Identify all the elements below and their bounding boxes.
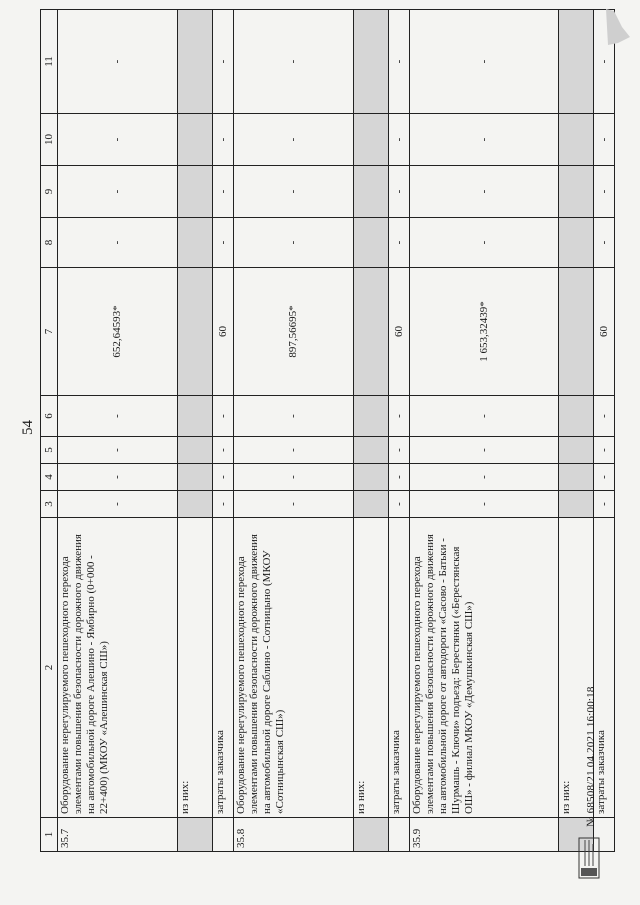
value-cell [178, 268, 213, 396]
value-cell: - [410, 166, 559, 218]
value-cell: - [58, 114, 178, 166]
row-number [354, 818, 389, 852]
value-cell: - [234, 464, 354, 491]
value-cell: - [234, 491, 354, 518]
value-cell: - [58, 166, 178, 218]
row-number [213, 818, 234, 852]
value-cell: - [389, 437, 410, 464]
value-cell: 60 [389, 268, 410, 396]
table-row-sub [213, 10, 234, 852]
value-cell: - [594, 491, 615, 518]
row-number: 35.7 [58, 818, 178, 852]
value-cell: - [234, 114, 354, 166]
value-cell [558, 437, 593, 464]
value-cell: - [389, 10, 410, 114]
value-cell [558, 464, 593, 491]
registry-stamp-icon [578, 837, 600, 879]
value-cell: - [213, 396, 234, 437]
row-description: из них: [354, 518, 389, 818]
value-cell: - [594, 437, 615, 464]
value-cell: - [58, 437, 178, 464]
value-cell: - [58, 396, 178, 437]
value-cell [178, 491, 213, 518]
table-row-item [234, 10, 354, 852]
value-cell: - [213, 464, 234, 491]
value-cell: - [410, 396, 559, 437]
value-cell [354, 218, 389, 268]
value-cell: - [410, 491, 559, 518]
table-row-item [58, 10, 178, 852]
value-cell [354, 491, 389, 518]
value-cell: 1 653,32439* [410, 268, 559, 396]
registration-number: № 68508/21.04.2021 16:00:18 [585, 686, 597, 827]
value-cell: - [58, 218, 178, 268]
value-cell: - [213, 437, 234, 464]
table-row-sub [389, 10, 410, 852]
row-number [178, 818, 213, 852]
value-cell: - [213, 218, 234, 268]
value-cell [558, 218, 593, 268]
data-table [40, 9, 615, 852]
value-cell: - [213, 10, 234, 114]
value-cell [354, 268, 389, 396]
column-header: 1 [41, 818, 58, 852]
column-header: 9 [41, 166, 58, 218]
table-row-grey [178, 10, 213, 852]
value-cell: - [410, 464, 559, 491]
row-description: Оборудование нерегулируемого пешеходного перехода элементами повышения безопасности дорожного движения на автомобильной дороге от автодороги «Сасово - Батьки - Шурмашь - Ключи» подъезд: Берестянки («Берестянская ОШ» - филиал МКОУ «Демушкинская СШ») [410, 518, 559, 818]
value-cell [178, 166, 213, 218]
value-cell [178, 218, 213, 268]
value-cell: - [410, 114, 559, 166]
value-cell [178, 464, 213, 491]
value-cell [178, 114, 213, 166]
column-header: 6 [41, 396, 58, 437]
row-description: из них: [558, 518, 593, 818]
value-cell: 652,64593* [58, 268, 178, 396]
value-cell: - [234, 396, 354, 437]
value-cell [558, 166, 593, 218]
value-cell [354, 437, 389, 464]
page-number: 54 [20, 420, 36, 435]
column-header: 10 [41, 114, 58, 166]
value-cell: - [410, 437, 559, 464]
header-row [41, 10, 58, 852]
column-header: 8 [41, 218, 58, 268]
value-cell [558, 268, 593, 396]
value-cell [558, 491, 593, 518]
value-cell [178, 437, 213, 464]
column-header: 2 [41, 518, 58, 818]
value-cell: - [58, 491, 178, 518]
value-cell: - [234, 437, 354, 464]
value-cell: 60 [594, 268, 615, 396]
value-cell: - [389, 166, 410, 218]
value-cell: - [389, 218, 410, 268]
value-cell [354, 396, 389, 437]
row-description: из них: [178, 518, 213, 818]
row-description: затраты заказчика [594, 518, 615, 818]
value-cell [178, 10, 213, 114]
value-cell: - [389, 114, 410, 166]
row-number [389, 818, 410, 852]
value-cell [558, 114, 593, 166]
value-cell [558, 396, 593, 437]
value-cell: - [594, 218, 615, 268]
table-row-item [410, 10, 559, 852]
column-header: 5 [41, 437, 58, 464]
value-cell: - [213, 166, 234, 218]
value-cell: - [234, 10, 354, 114]
value-cell: 897,56695* [234, 268, 354, 396]
value-cell: - [410, 10, 559, 114]
value-cell: - [389, 464, 410, 491]
value-cell: - [389, 491, 410, 518]
value-cell [178, 396, 213, 437]
value-cell: - [389, 396, 410, 437]
row-description: затраты заказчика [389, 518, 410, 818]
value-cell [354, 114, 389, 166]
value-cell [558, 10, 593, 114]
value-cell: - [234, 218, 354, 268]
row-description: Оборудование нерегулируемого пешеходного перехода элементами повышения безопасности дорожного движения на автомобильной дороге Алешино - Ямбирно (0+000 - 22+400) (МКОУ «Алешинская СШ») [58, 518, 178, 818]
row-description: затраты заказчика [213, 518, 234, 818]
value-cell: - [594, 114, 615, 166]
column-header: 4 [41, 464, 58, 491]
value-cell [354, 166, 389, 218]
value-cell: - [594, 464, 615, 491]
value-cell: - [234, 166, 354, 218]
column-header: 11 [41, 10, 58, 114]
value-cell: - [594, 166, 615, 218]
value-cell: - [58, 464, 178, 491]
column-header: 7 [41, 268, 58, 396]
value-cell: - [594, 10, 615, 114]
value-cell: 60 [213, 268, 234, 396]
row-description: Оборудование нерегулируемого пешеходного перехода элементами повышения безопасности дорожного движения на автомобильной дороге Саблино - Сотницыно (МКОУ «Сотницынская СШ») [234, 518, 354, 818]
value-cell: - [213, 491, 234, 518]
table-row-grey [354, 10, 389, 852]
row-number: 35.9 [410, 818, 559, 852]
value-cell: - [594, 396, 615, 437]
scan-edge-mark-icon [604, 7, 634, 47]
value-cell: - [213, 114, 234, 166]
value-cell: - [58, 10, 178, 114]
value-cell [354, 464, 389, 491]
row-number: 35.8 [234, 818, 354, 852]
value-cell [354, 10, 389, 114]
column-header: 3 [41, 491, 58, 518]
value-cell: - [410, 218, 559, 268]
